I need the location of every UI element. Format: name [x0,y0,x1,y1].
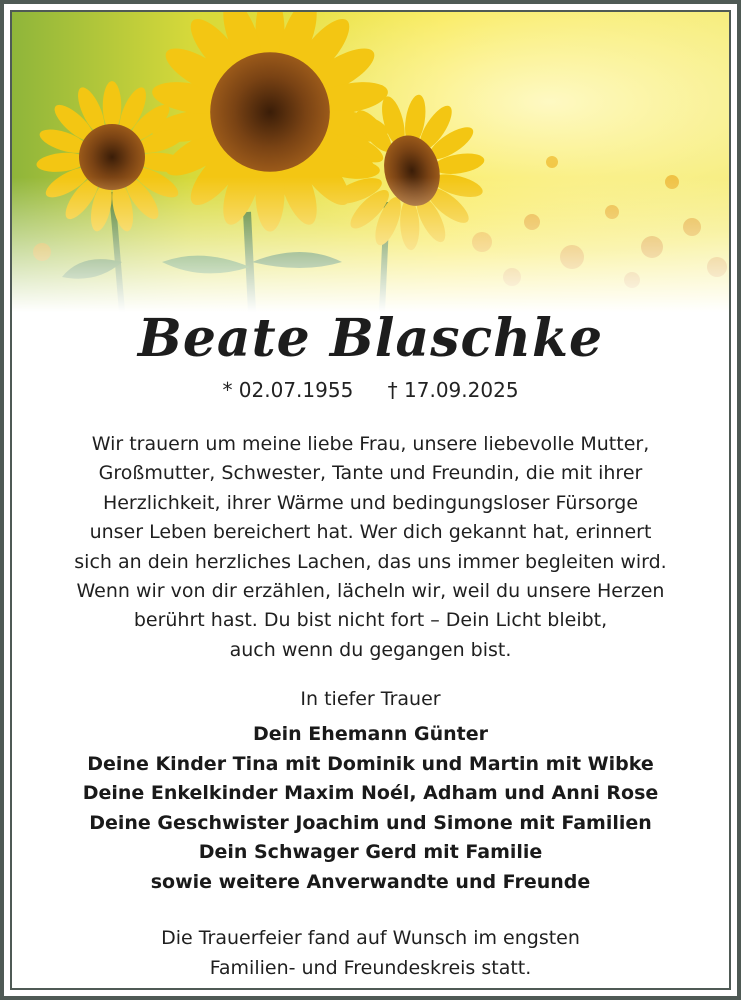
birth-date: * 02.07.1955 [222,378,354,402]
message-line: auch wenn du gegangen bist. [229,638,512,661]
message-line: Herzlichkeit, ihrer Wärme und bedingungsloser Fürsorge [102,491,639,514]
message-line: Großmutter, Schwester, Tante und Freundin, die mit ihrer [98,462,643,485]
message-line: sich an dein herzliches Lachen, das uns immer begleiten wird. [74,550,667,573]
life-dates [12,378,729,402]
sunflower-image [12,12,729,312]
funeral-note-line: Familien- und Freundeskreis statt. [209,956,532,979]
funeral-note [12,924,729,983]
message-line: Wir trauern um meine liebe Frau, unsere liebevolle Mutter, [91,433,650,455]
mourning-intro: In tiefer Trauer [300,688,441,710]
mourner-line: Dein Schwager Gerd mit Familie [198,841,543,864]
mourner-line: Deine Kinder Tina mit Dominik und Martin mit Wibke [87,752,654,775]
deceased-name: Beate Blaschke [137,308,604,369]
mourner-line: Dein Ehemann Günter [253,723,488,745]
memorial-message [32,430,709,665]
message-line: Wenn wir von dir erzählen, lächeln wir, weil du unsere Herzen [76,580,665,603]
death-date: † 17.09.2025 [387,378,519,402]
mourner-line: sowie weitere Anverwandte und Freunde [150,870,591,893]
mourner-line: Deine Geschwister Joachim und Simone mit Familien [89,811,652,834]
notice-frame [4,4,737,996]
mourners-list [12,720,729,898]
mourner-line: Deine Enkelkinder Maxim Noél, Adham und Anni Rose [82,782,659,805]
message-line: berührt hast. Du bist nicht fort – Dein Licht bleibt, [133,609,608,632]
funeral-note-line: Die Trauerfeier fand auf Wunsch im engsten [161,927,580,949]
notice-inner-border [10,10,731,990]
message-line: unser Leben bereichert hat. Wer dich gekannt hat, erinnert [89,521,652,544]
